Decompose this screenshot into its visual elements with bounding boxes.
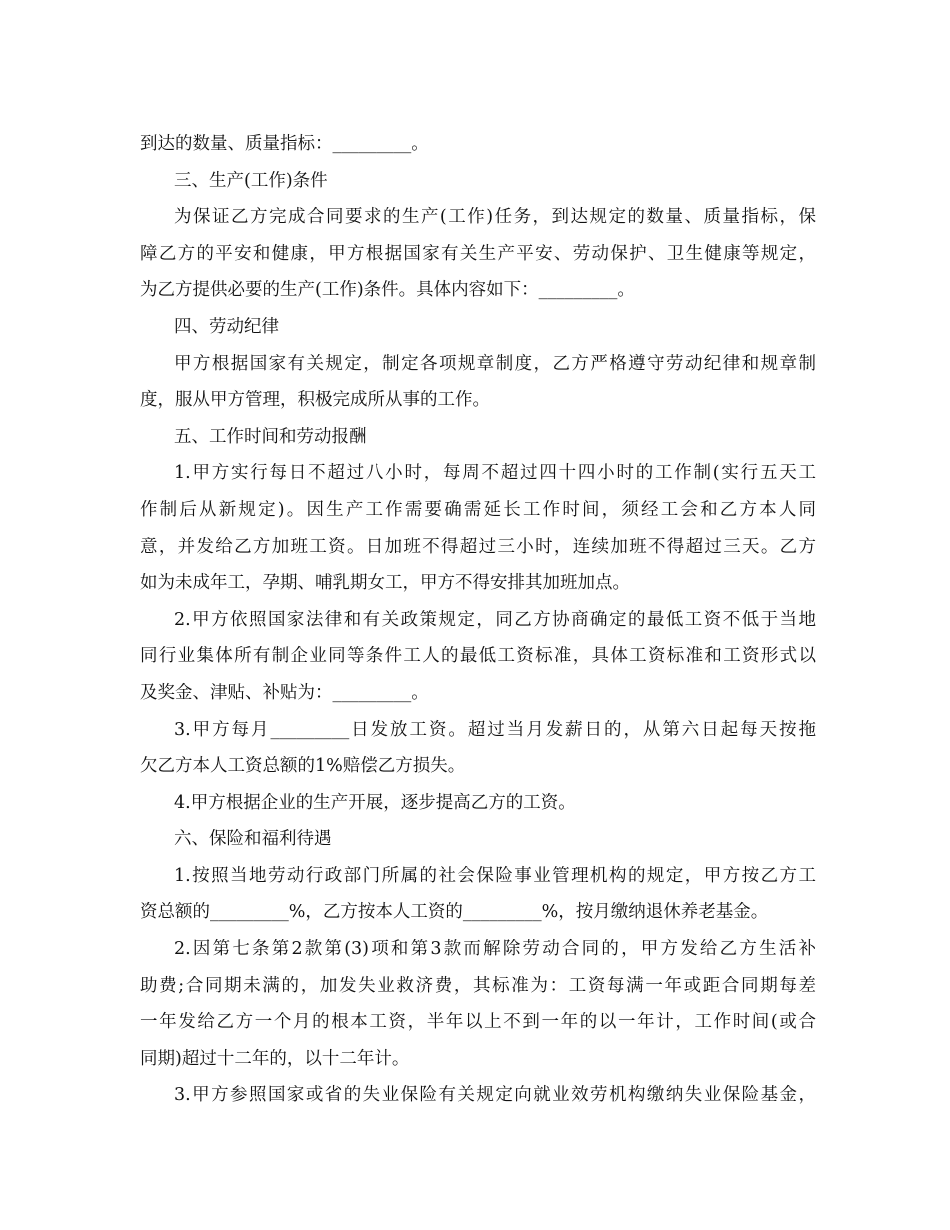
text-line: 如为未成年工，孕期、哺乳期女工，甲方不得安排其加班加点。 [140, 573, 630, 594]
text-line: 4.甲方根据企业的生产开展，逐步提高乙方的工资。 [174, 792, 576, 813]
text-line: 1.按照当地劳动行政部门所属的社会保险事业管理机构的规定，甲方按乙方工 [174, 865, 816, 886]
text-line: 1.甲方实行每日不超过八小时，每周不超过四十四小时的工作制(实行五天工 [174, 463, 816, 484]
text-line: 同期)超过十二年的，以十二年计。 [140, 1048, 410, 1069]
text-line: 2.因第七条第2款第(3)项和第3款而解除劳动合同的，甲方发给乙方生活补 [174, 939, 816, 960]
text-line: 障乙方的平安和健康，甲方根据国家有关生产平安、劳动保护、卫生健康等规定， [140, 243, 816, 264]
text-line: 到达的数量、质量指标：_________。 [140, 134, 429, 154]
document-body [140, 126, 816, 1114]
section-heading: 三、生产(工作)条件 [174, 170, 328, 191]
text-line: 资总额的_________%，乙方按本人工资的_________%，按月缴纳退休养老基金。 [140, 902, 769, 923]
text-line: 为乙方提供必要的生产(工作)条件。具体内容如下：_________。 [140, 280, 635, 301]
section-heading: 四、劳动纪律 [174, 316, 279, 337]
text-line: 3.甲方参照国家或省的失业保险有关规定向就业效劳机构缴纳失业保险基金， [174, 1085, 816, 1106]
text-line: 意，并发给乙方加班工资。日加班不得超过三小时，连续加班不得超过三天。乙方 [140, 536, 816, 557]
text-line: 同行业集体所有制企业同等条件工人的最低工资标准，具体工资标准和工资形式以 [140, 646, 816, 667]
text-line: 助费;合同期未满的，加发失业救济费，其标准为：工资每满一年或距合同期每差 [140, 975, 816, 996]
section-heading: 六、保险和福利待遇 [174, 829, 332, 850]
section-heading: 五、工作时间和劳动报酬 [174, 426, 367, 447]
text-line: 作制后从新规定)。因生产工作需要确需延长工作时间，须经工会和乙方本人同 [140, 499, 816, 520]
text-line: 3.甲方每月_________日发放工资。超过当月发薪日的，从第六日起每天按拖 [174, 719, 816, 740]
text-line: 2.甲方依照国家法律和有关政策规定，同乙方协商确定的最低工资不低于当地 [174, 609, 816, 630]
text-line: 一年发给乙方一个月的根本工资，半年以上不到一年的以一年计，工作时间(或合 [140, 1012, 816, 1033]
text-line: 欠乙方本人工资总额的1%赔偿乙方损失。 [140, 756, 466, 777]
text-line: 为保证乙方完成合同要求的生产(工作)任务，到达规定的数量、质量指标，保 [174, 207, 816, 228]
text-line: 及奖金、津贴、补贴为：_________。 [140, 682, 429, 703]
text-line: 甲方根据国家有关规定，制定各项规章制度，乙方严格遵守劳动纪律和规章制 [174, 353, 816, 374]
text-line: 度，服从甲方管理，积极完成所从事的工作。 [140, 390, 490, 411]
